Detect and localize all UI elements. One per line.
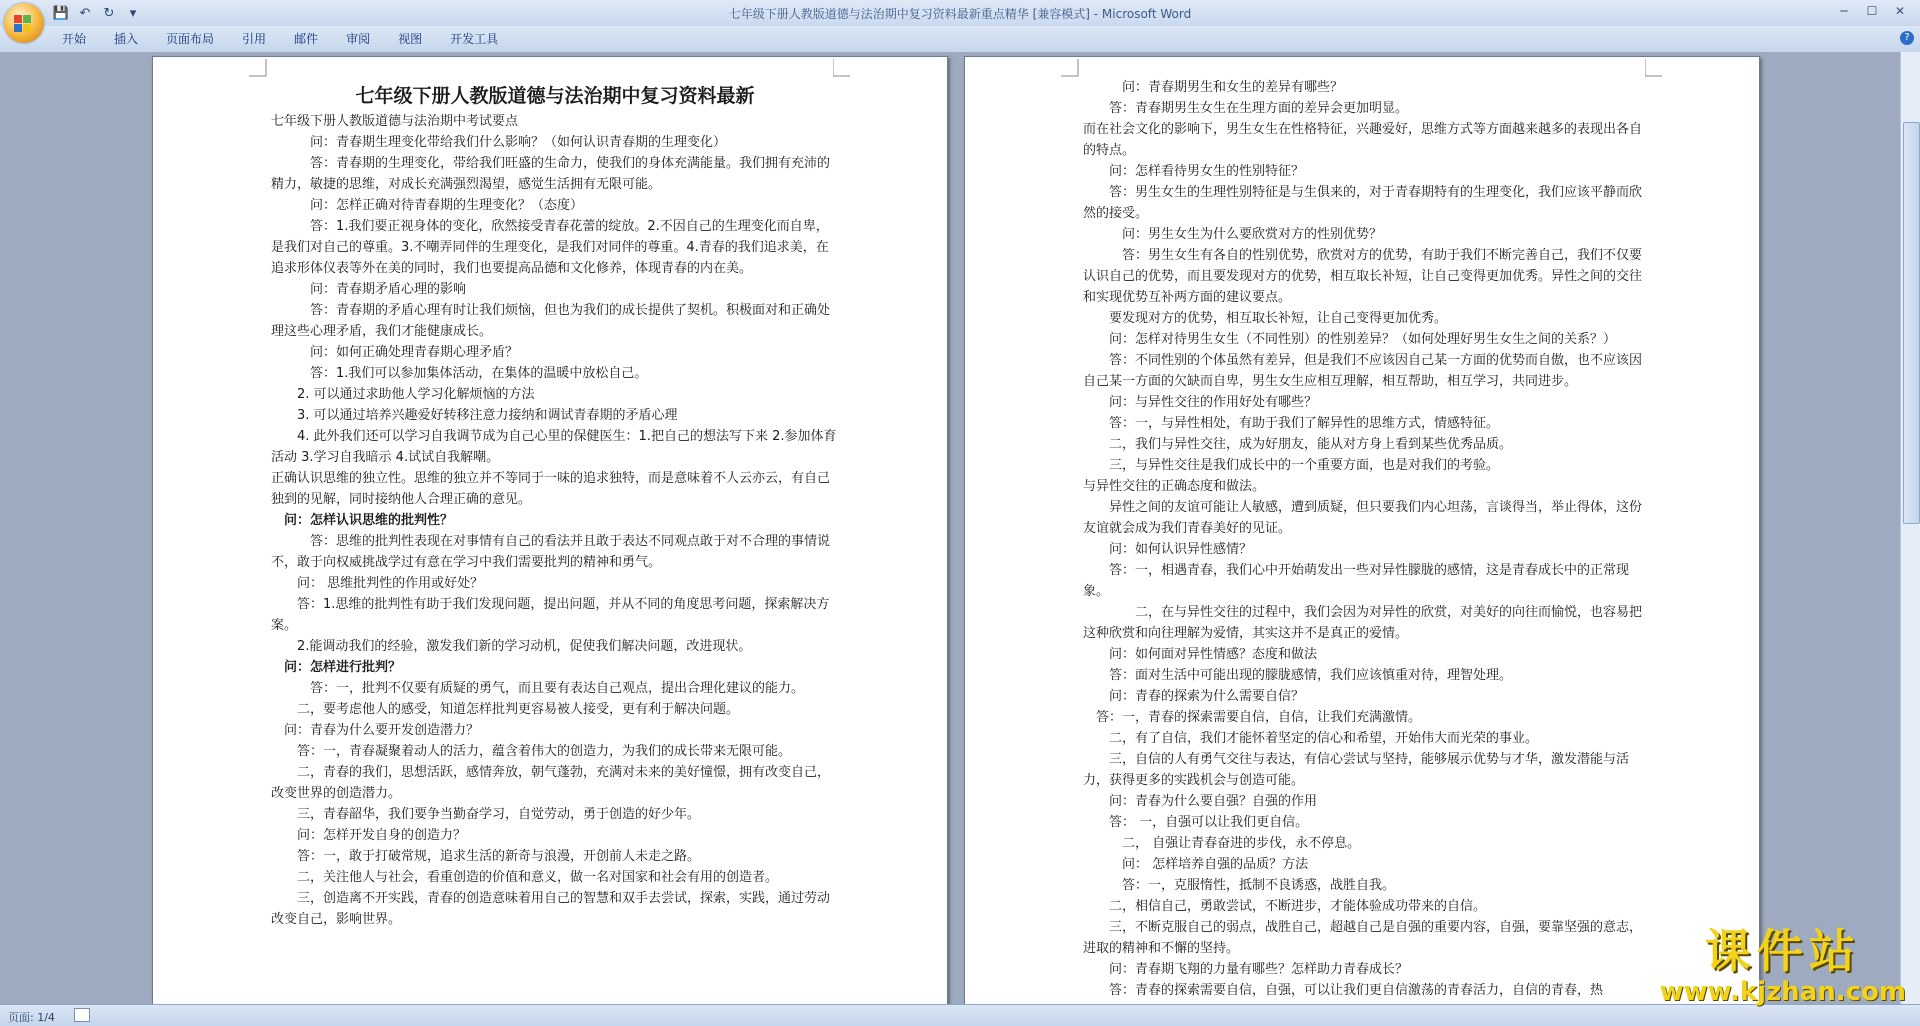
paragraph: 异性之间的友谊可能让人敏感，遭到质疑，但只要我们内心坦荡，言谈得当，举止得体，这份友谊就会成为我们青春美好的见证。 [1083,500,1643,536]
paragraph: 答：一，青春的探索需要自信，自信，让我们充满激情。 [1096,710,1422,725]
paragraph: 答：青春期的生理变化，带给我们旺盛的生命力，使我们的身体充满能量。我们拥有充沛的精力，敏捷的思维，对成长充满强烈渴望，感觉生活拥有无限可能。 [271,156,831,192]
paragraph: 2.能调动我们的经验，激发我们新的学习动机，促使我们解决问题，改进现状。 [297,639,752,654]
language-icon[interactable] [74,1008,90,1022]
paragraph: 问：青春期飞翔的力量有哪些？怎样助力青春成长？ [1109,962,1409,977]
paragraph: 二， 自强让青春奋进的步伐，永不停息。 [1122,836,1361,851]
paragraph: 答：一，与异性相处，有助于我们了解异性的思维方式，情感特征。 [1109,416,1500,431]
paragraph: 三，青春韶华，我们要争当勤奋学习，自觉劳动，勇于创造的好少年。 [297,807,701,822]
status-bar [0,1004,1920,1026]
paragraph: 与异性交往的正确态度和做法。 [1083,479,1266,494]
paragraph: 问： 思维批判性的作用或好处？ [297,576,484,591]
paragraph: 三，不断克服自己的弱点，战胜自己，超越自己是自强的重要内容，自强，要靠坚强的意志，进取的精神和不懈的坚持。 [1083,920,1643,956]
window-controls [1830,2,1914,20]
paragraph: 答：思维的批判性表现在对事情有自己的看法并且敢于表达不同观点敢于对不合理的事情说不，敢于向权威挑战学过有意在学习中我们需要批判的精神和勇气。 [271,534,831,570]
paragraph: 2. 可以通过求助他人学习化解烦恼的方法 [297,387,535,402]
paragraph: 答：男生女生的生理性别特征是与生俱来的，对于青春期特有的生理变化，我们应该平静而欣然的接受。 [1083,185,1643,221]
document-area[interactable] [0,52,1900,1004]
tab-page-layout[interactable]: 页面布局 [166,32,215,46]
paragraph: 二，有了自信，我们才能怀着坚定的信心和希望，开始伟大而光荣的事业。 [1109,731,1539,746]
margin-corner-mark [249,59,267,77]
paragraph: 答：一，敢于打破常规，追求生活的新奇与浪漫，开创前人未走之路。 [297,849,701,864]
paragraph: 而在社会文化的影响下，男生女生在性格特征，兴趣爱好，思维方式等方面越来越多的表现出各自的特点。 [1083,122,1643,158]
paragraph: 二，相信自己，勇敢尝试，不断进步，才能体验成功带来的自信。 [1109,899,1487,914]
margin-corner-mark [833,59,851,77]
paragraph: 问：怎样看待男女生的性别特征？ [1109,164,1305,179]
paragraph: 正确认识思维的独立性。思维的独立并不等同于一味的追求独特，而是意味着不人云亦云，有自己独到的见解，同时接纳他人合理正确的意见。 [271,471,831,507]
paragraph: 问：青春为什么要开发创造潜力？ [284,723,480,738]
paragraph: 三，与异性交往是我们成长中的一个重要方面，也是对我们的考验。 [1109,458,1500,473]
paragraph: 问：与异性交往的作用好处有哪些？ [1109,395,1318,410]
scrollbar-thumb[interactable] [1903,122,1920,524]
paragraph: 二，青春的我们，思想活跃，感情奔放，朝气蓬勃，充满对未来的美好憧憬，拥有改变自己，改变世界的创造潜力。 [271,765,831,801]
paragraph: 七年级下册人教版道德与法治期中考试要点 [271,114,519,129]
watermark-url: www.kjzhan.com [1659,977,1906,1007]
paragraph: 二，要考虑他人的感受，知道怎样批判更容易被人接受，更有利于解决问题。 [297,702,740,717]
vertical-scrollbar[interactable] [1900,52,1920,1004]
paragraph: 答：一，相遇青春，我们心中开始萌发出一些对异性朦胧的感情，这是青春成长中的正常现象。 [1083,563,1630,599]
window-title: 七年级下册人教版道德与法治期中复习资料最新重点精华 [兼容模式] - Microsoft Word [728,7,1192,21]
paragraph: 三，创造离不开实践，青春的创造意味着用自己的智慧和双手去尝试，探索，实践，通过劳动改变自己，影响世界。 [271,891,831,927]
paragraph: 问：青春的探索为什么需要自信？ [1109,689,1305,704]
paragraph: 问：怎样对待男生女生（不同性别）的性别差异？（如何处理好男生女生之间的关系？） [1109,332,1617,347]
ribbon-tabs-bar [0,26,1920,53]
maximize-icon[interactable]: ☐ [1866,4,1878,18]
paragraph: 问： 怎样培养自强的品质？方法 [1122,857,1309,872]
tab-home[interactable]: 开始 [62,32,87,46]
margin-corner-mark [1061,59,1079,77]
paragraph: 问：青春期生理变化带给我们什么影响？（如何认识青春期的生理变化） [310,135,727,150]
paragraph: 问：怎样正确对待青春期的生理变化？（态度） [310,198,584,213]
paragraph: 答：1.我们要正视身体的变化，欣然接受青春花蕾的绽放。2.不因自己的生理变化而自卑，是我们对自己的尊重。3.不嘲弄同伴的生理变化，是我们对同伴的尊重。4.青春的我们追求美，在追求形体仪表等外在美的同时，我们也要提高品德和文化修养，体现青春的内在美。 [271,219,829,276]
paragraph: 问：如何正确处理青春期心理矛盾？ [310,345,519,360]
undo-icon[interactable]: ↶ [79,5,91,21]
paragraph: 答： 一，自强可以让我们更自信。 [1109,815,1309,830]
paragraph: 答：不同性别的个体虽然有差异，但是我们不应该因自己某一方面的优势而自傲，也不应该因自己某一方面的欠缺而自卑，男生女生应相互理解，相互帮助，相互学习，共同进步。 [1083,353,1643,389]
paragraph: 答：一，批判不仅要有质疑的勇气，而且要有表达自己观点，提出合理化建议的能力。 [310,681,805,696]
paragraph: 问：怎样进行批判？ [284,660,402,675]
paragraph: 问：如何面对异性情感？态度和做法 [1109,647,1318,662]
paragraph: 三，自信的人有勇气交往与表达，有信心尝试与坚持，能够展示优势与才华，激发潜能与活力，获得更多的实践机会与创造可能。 [1083,752,1630,788]
paragraph: 问：青春期男生和女生的差异有哪些？ [1122,80,1344,95]
paragraph: 问：怎样开发自身的创造力？ [297,828,467,843]
customize-toolbar-icon[interactable]: ▾ [129,5,137,21]
page-count-status[interactable]: 页面: 1/4 [8,1011,55,1024]
paragraph: 答：一，克服惰性，抵制不良诱惑，战胜自我。 [1122,878,1396,893]
tab-mailings[interactable]: 邮件 [294,32,319,46]
tab-review[interactable]: 审阅 [346,32,371,46]
paragraph: 问：青春为什么要自强？自强的作用 [1109,794,1318,809]
paragraph: 答：男生女生有各自的性别优势，欣赏对方的优势，有助于我们不断完善自己，我们不仅要认识自己的优势，而且要发现对方的优势，相互取长补短，让自己变得更加优秀。异性之间的交往和实现优势互补两方面的建议要点。 [1083,248,1643,305]
paragraph: 问：如何认识异性感情？ [1109,542,1253,557]
paragraph: 答：1.思维的批判性有助于我们发现问题，提出问题，并从不同的角度思考问题，探索解决方案。 [271,597,830,633]
watermark-text: 课件站 [1704,924,1861,978]
document-page-2[interactable] [964,56,1760,1004]
office-logo-icon [14,15,22,23]
paragraph: 答：1.我们可以参加集体活动，在集体的温暖中放松自己。 [310,366,648,381]
watermark-logo [1660,925,1906,1007]
paragraph: 答：青春期的矛盾心理有时让我们烦恼，但也为我们的成长提供了契机。积极面对和正确处理这些心理矛盾，我们才能健康成长。 [271,303,831,339]
paragraph: 答：一，青春凝聚着动人的活力，蕴含着伟大的创造力，为我们的成长带来无限可能。 [297,744,792,759]
page-1-text [271,81,839,930]
tab-developer[interactable]: 开发工具 [450,32,499,46]
minimize-icon[interactable]: ─ [1840,4,1848,18]
paragraph: 4. 此外我们还可以学习自我调节成为自己心里的保健医生：1.把自己的想法写下来 2.参加体育活动 3.学习自我暗示 4.试试自我解嘲。 [271,429,837,465]
paragraph: 问：男生女生为什么要欣赏对方的性别优势？ [1122,227,1383,242]
title-bar [0,0,1920,26]
paragraph: 问：怎样认识思维的批判性？ [284,513,454,528]
redo-icon[interactable]: ↻ [103,5,115,21]
document-title: 七年级下册人教版道德与法治期中复习资料最新 [355,85,755,107]
help-icon[interactable]: ? [1900,31,1914,45]
paragraph: 问：青春期矛盾心理的影响 [310,282,467,297]
close-icon[interactable]: ✕ [1894,4,1906,18]
paragraph: 答：青春期男生女生在生理方面的差异会更加明显。 [1109,101,1409,116]
save-icon[interactable]: 💾 [52,5,70,21]
paragraph: 二，我们与异性交往，成为好朋友，能从对方身上看到某些优秀品质。 [1109,437,1513,452]
paragraph: 答：面对生活中可能出现的朦胧感情，我们应该慎重对待，理智处理。 [1109,668,1513,683]
paragraph: 二，关注他人与社会，看重创造的价值和意义，做一名对国家和社会有用的创造者。 [297,870,779,885]
tab-view[interactable]: 视图 [398,32,423,46]
paragraph: 二，在与异性交往的过程中，我们会因为对异性的欣赏，对美好的向往而愉悦，也容易把这种欣赏和向往理解为爱情，其实这并不是真正的爱情。 [1083,605,1643,641]
paragraph: 3. 可以通过培养兴趣爱好转移注意力接纳和调试青春期的矛盾心理 [297,408,678,423]
paragraph: 要发现对方的优势，相互取长补短，让自己变得更加优秀。 [1109,311,1448,326]
margin-corner-mark [1645,59,1663,77]
tab-insert[interactable]: 插入 [114,32,139,46]
page-2-text [1083,77,1651,1001]
tab-references[interactable]: 引用 [242,32,267,46]
paragraph: 答：青春的探索需要自信，自强，可以让我们更自信激荡的青春活力，自信的青春，热 [1109,983,1604,998]
office-button[interactable] [4,3,44,43]
document-page-1[interactable] [152,56,948,1004]
